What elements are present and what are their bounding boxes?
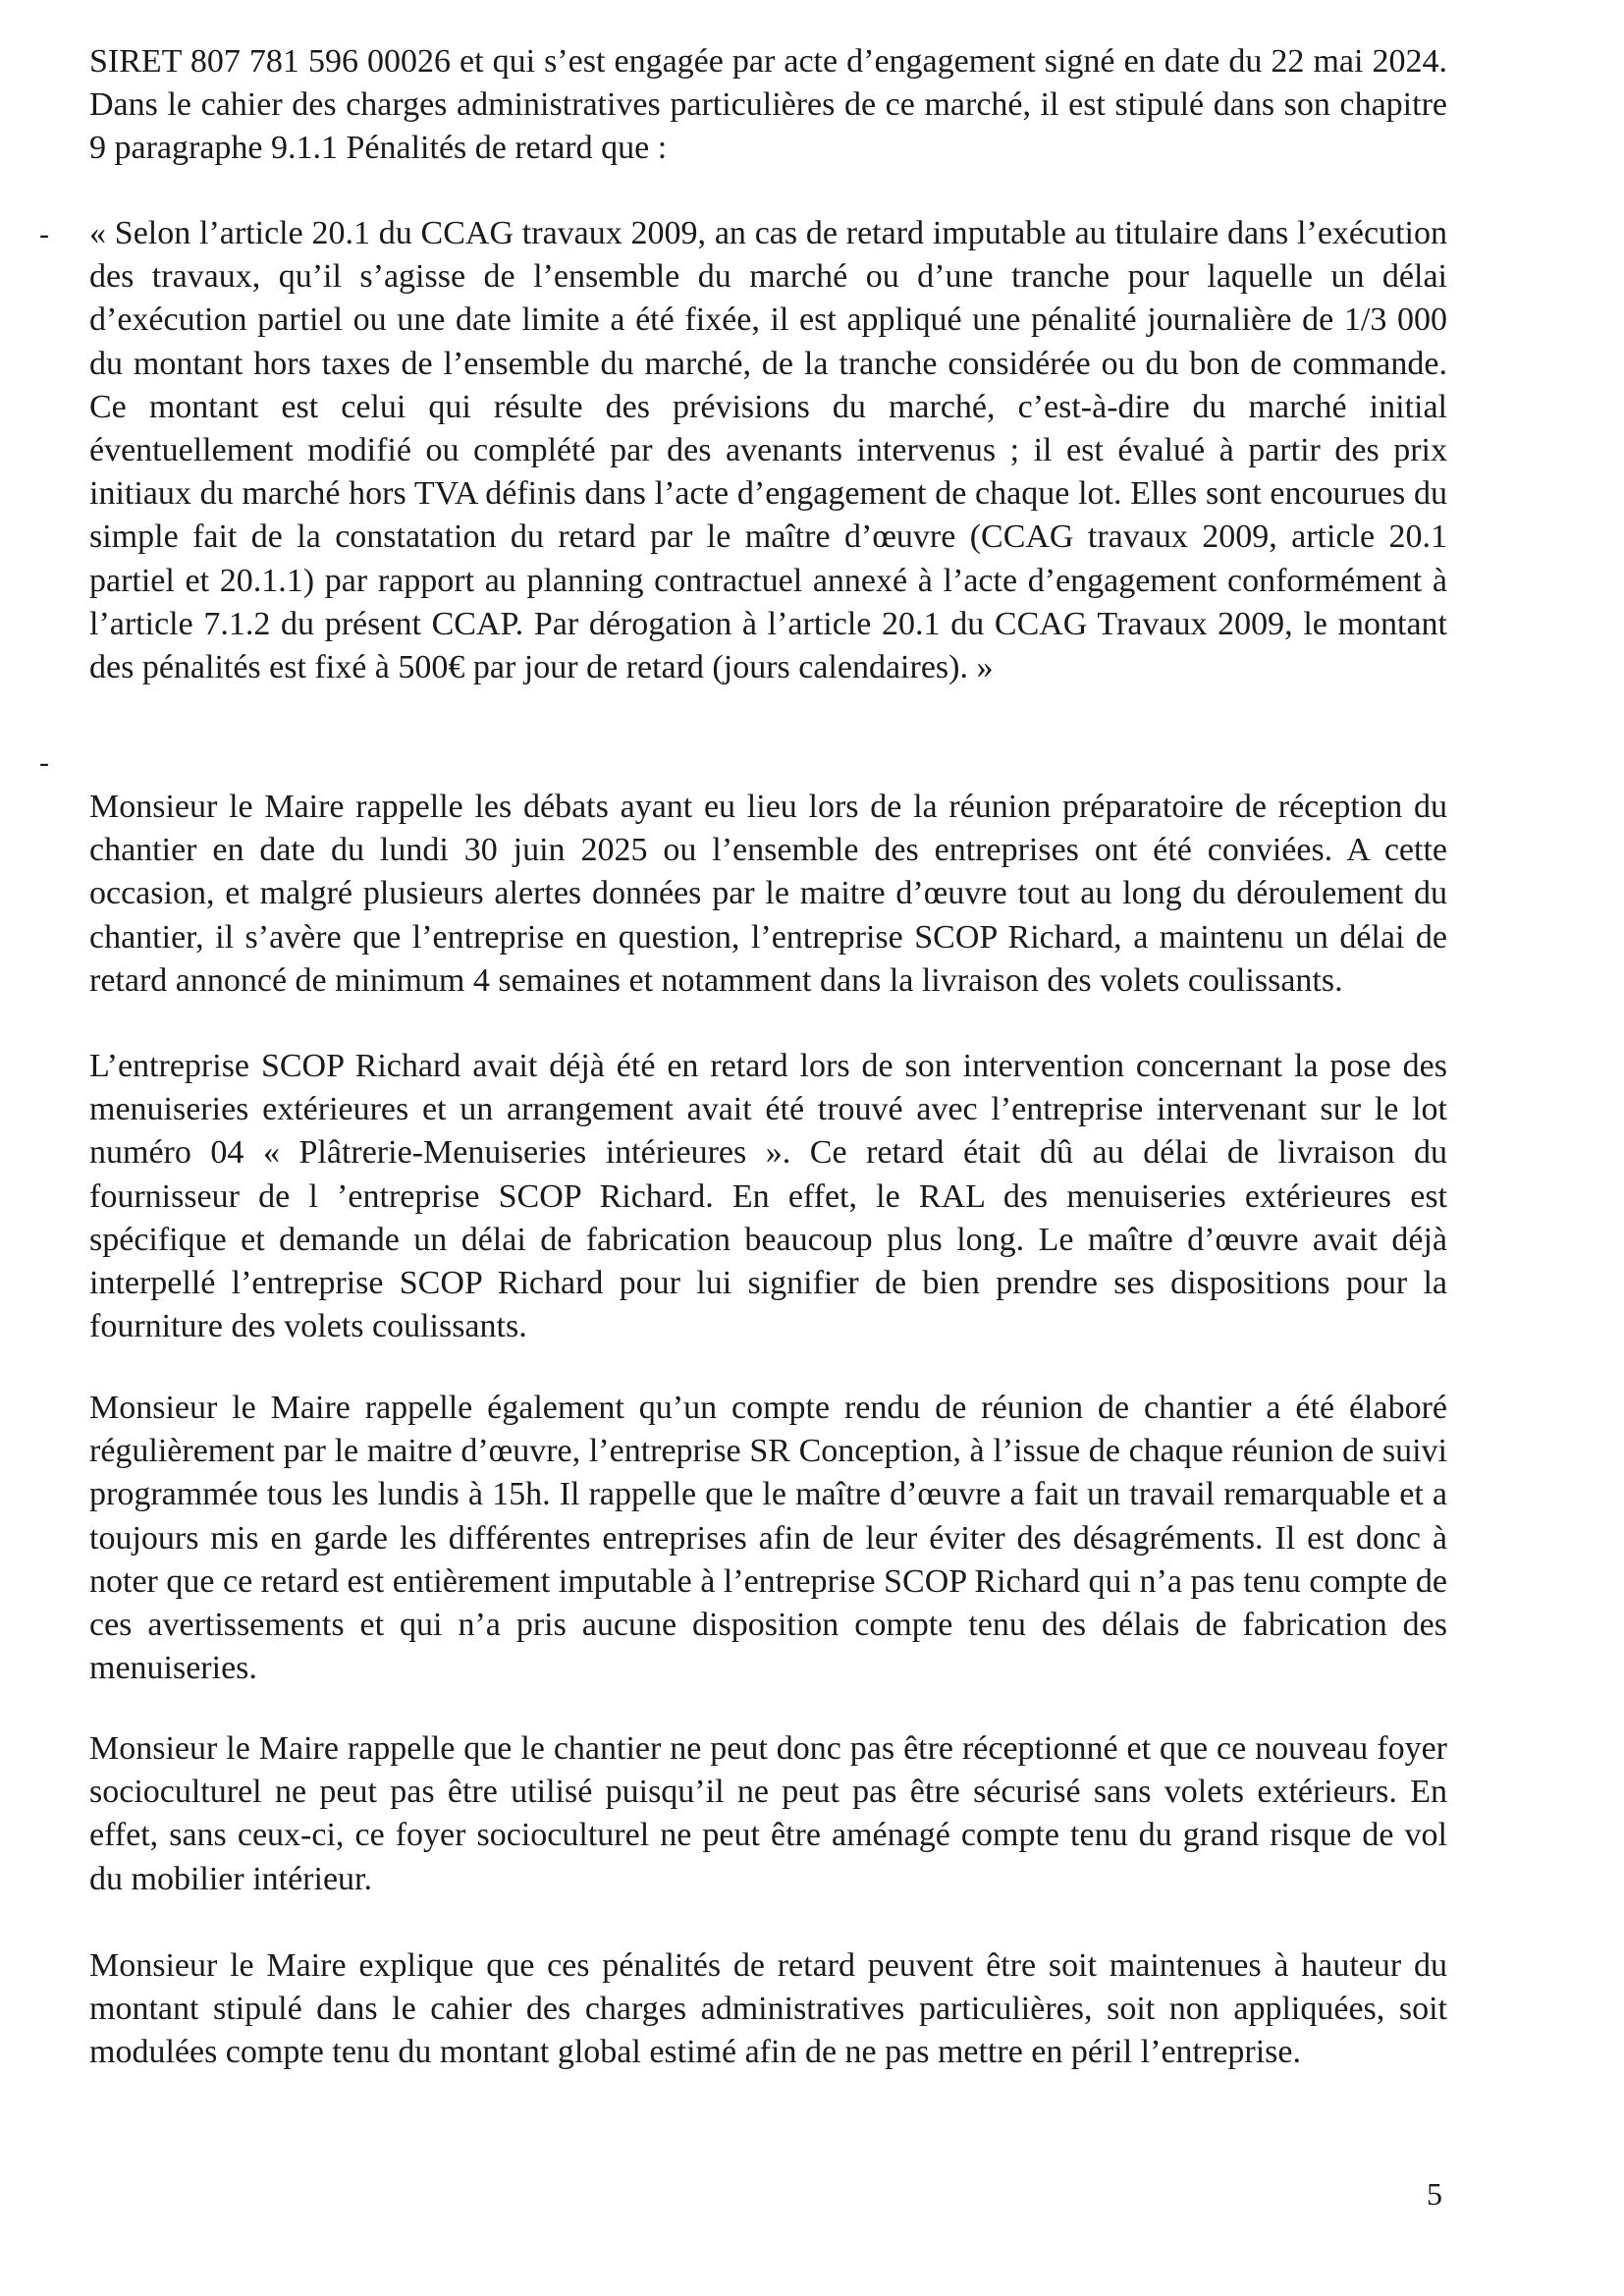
list-dash-marker: - <box>39 746 49 779</box>
debates-paragraph: Monsieur le Maire rappelle les débats ayant eu lieu lors de la réunion préparatoire de réception du chantier en date du lundi 30 juin 2025 ou l’ensemble des entreprises ont été conviées. A cette occasion, et malgré plusieurs alertes données par le maitre d’œuvre tout au long du déroulement du chantier, il s’avère que l’entreprise en question, l’entreprise SCOP Richard, a maintenu un délai de retard annoncé de minimum 4 semaines et notamment dans la livraison des volets coulissants. <box>89 789 1447 999</box>
intro-paragraph: SIRET 807 781 596 00026 et qui s’est engagée par acte d’engagement signé en date du 22 mai 2024. Dans le cahier des charges administratives particulières de ce marché, il est stipulé dans son chapitre 9 paragraphe 9.1.1 Pénalités de retard que : <box>89 43 1447 167</box>
page-number: 5 <box>1427 2176 1442 2212</box>
list-dash-marker: - <box>39 218 49 250</box>
penalties-paragraph: Monsieur le Maire explique que ces pénalités de retard peuvent être soit maintenues à hauteur du montant stipulé dans le cahier des charges administratives particulières, soit non appliquées, soit modulées compte tenu du montant global estimé afin de ne pas mettre en péril l’entreprise. <box>89 1947 1447 2071</box>
site-reception-paragraph: Monsieur le Maire rappelle que le chantier ne peut donc pas être réceptionné et que ce nouveau foyer socioculturel ne peut pas être utilisé puisqu’il ne peut pas être sécurisé sans volets extérieurs. En effet, sans ceux-ci, ce foyer socioculturel ne peut être aménagé compte tenu du grand risque de vol du mobilier intérieur. <box>89 1730 1447 1897</box>
meeting-report-paragraph: Monsieur le Maire rappelle également qu’un compte rendu de réunion de chantier a été élaboré régulièrement par le maitre d’œuvre, l’entreprise SR Conception, à l’issue de chaque réunion de suivi programmée tous les lundis à 15h. Il rappelle que le maître d’œuvre a fait un travail remarquable et a toujours mis en garde les différentes entreprises afin de leur éviter des désagréments. Il est donc à noter que ce retard est entièrement imputable à l’entreprise SCOP Richard qui n’a pas tenu compte de ces avertissements et qui n’a pris aucune disposition compte tenu des délais de fabrication des menuiseries. <box>89 1390 1447 1687</box>
delay-history-paragraph: L’entreprise SCOP Richard avait déjà été en retard lors de son intervention concernant la pose des menuiseries extérieures et un arrangement avait été trouvé avec l’entreprise intervenant sur le lot numéro 04 « Plâtrerie-Menuiseries intérieures ». Ce retard était dû au délai de livraison du fournisseur de l ’entreprise SCOP Richard. En effet, le RAL des menuiseries extérieures est spécifique et demande un délai de fabrication beaucoup plus long. Le maître d’œuvre avait déjà interpellé l’entreprise SCOP Richard pour lui signifier de bien prendre ses dispositions pour la fourniture des volets coulissants. <box>89 1048 1447 1345</box>
quoted-clause-paragraph: « Selon l’article 20.1 du CCAG travaux 2009, an cas de retard imputable au titulaire dans l’exécution des travaux, qu’il s’agisse de l’ensemble du marché ou d’une tranche pour laquelle un délai d’exécution partiel ou une date limite a été fixée, il est appliqué une pénalité journalière de 1/3 000 du montant hors taxes de l’ensemble du marché, de la tranche considérée ou du bon de commande. Ce montant est celui qui résulte des prévisions du marché, c’est-à-dire du marché initial éventuellement modifié ou complété par des avenants intervenus ; il est évalué à partir des prix initiaux du marché hors TVA définis dans l’acte d’engagement de chaque lot. Elles sont encourues du simple fait de la constatation du retard par le maître d’œuvre (CCAG travaux 2009, article 20.1 partiel et 20.1.1) par rapport au planning contractuel annexé à l’acte d’engagement conformément à l’article 7.1.2 du présent CCAP. Par dérogation à l’article 20.1 du CCAG Travaux 2009, le montant des pénalités est fixé à 500€ par jour de retard (jours calendaires). » <box>89 215 1447 686</box>
